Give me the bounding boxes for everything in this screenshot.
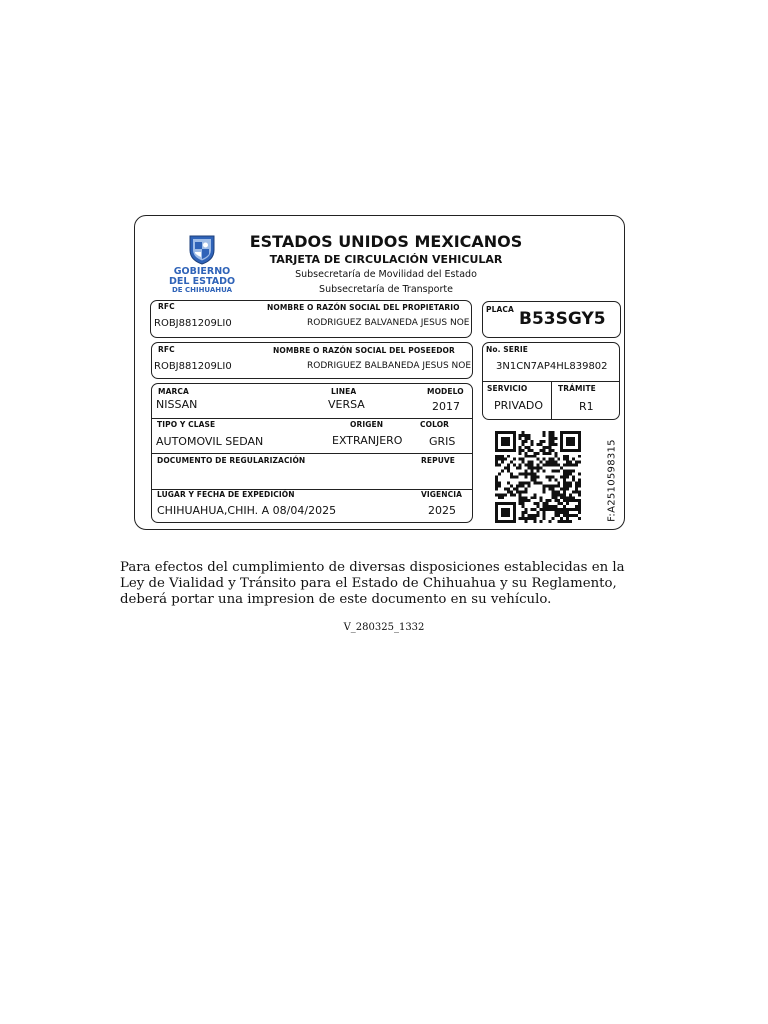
type-value: AUTOMOVIL SEDAN [156, 435, 264, 448]
subsecretaria-transporte: Subsecretaría de Transporte [319, 284, 453, 295]
procedure-label: TRÁMITE [558, 384, 596, 393]
regularization-label: DOCUMENTO DE REGULARIZACIÓN [157, 456, 306, 465]
owner-name-label: NOMBRE O RAZÓN SOCIAL DEL PROPIETARIO [267, 303, 460, 312]
holder-name: RODRIGUEZ BALBANEDA JESUS NOE [307, 361, 472, 371]
color-value: GRIS [429, 435, 456, 448]
origin-label: ORIGEN [350, 420, 384, 429]
holder-rfc-label: RFC [158, 345, 175, 354]
logo-line-1: GOBIERNO [173, 266, 231, 277]
country-title: ESTADOS UNIDOS MEXICANOS [249, 232, 523, 251]
chihuahua-coat-of-arms-icon [187, 233, 217, 265]
validity-value: 2025 [428, 504, 456, 517]
legal-note: Para efectos del cumplimiento de diversas disposiciones establecidas en la Ley de Vialidad y Tránsito para el Estado de Chihuahua y su Reglamento, deberá portar una impresion de este documento en su vehículo. [120, 560, 625, 607]
owner-name: RODRIGUEZ BALVANEDA JESUS NOE [307, 318, 470, 328]
model-label: MODELO [427, 387, 464, 396]
service-divider [551, 381, 552, 420]
version-code: V_280325_1332 [343, 622, 425, 633]
place-date-label: LUGAR Y FECHA DE EXPEDICIÓN [157, 490, 295, 499]
subsecretaria-movilidad: Subsecretaría de Movilidad del Estado [295, 269, 477, 280]
place-date-value: CHIHUAHUA,CHIH. A 08/04/2025 [157, 504, 337, 517]
brand-value: NISSAN [156, 398, 198, 411]
logo-line-3: DE CHIHUAHUA [171, 286, 233, 294]
origin-value: EXTRANJERO [332, 434, 403, 447]
serial-label: No. SERIE [486, 345, 529, 354]
folio-number: F:A2510598315 [606, 439, 618, 522]
model-value: 2017 [432, 400, 460, 413]
holder-rfc: ROBJ881209LI0 [154, 361, 232, 372]
owner-rfc-label: RFC [158, 302, 175, 311]
state-logo [160, 230, 244, 295]
line-label: LINEA [331, 387, 357, 396]
line-value: VERSA [328, 398, 365, 411]
owner-rfc: ROBJ881209LI0 [154, 318, 232, 329]
serial-number: 3N1CN7AP4HL839802 [496, 361, 608, 372]
service-label: SERVICIO [487, 384, 528, 393]
validity-label: VIGENCIA [421, 490, 463, 499]
row-divider-2 [151, 453, 473, 454]
color-label: COLOR [420, 420, 450, 429]
row-divider-1 [151, 418, 473, 419]
service-value: PRIVADO [494, 399, 543, 412]
procedure-value: R1 [579, 400, 594, 413]
document-title: TARJETA DE CIRCULACIÓN VEHICULAR [269, 253, 503, 266]
type-label: TIPO Y CLASE [157, 420, 216, 429]
plate-label: PLACA [486, 305, 514, 314]
logo-line-2: DEL ESTADO [168, 276, 236, 287]
holder-name-label: NOMBRE O RAZÓN SOCIAL DEL POSEEDOR [273, 346, 455, 355]
plate-number: B53SGY5 [519, 309, 606, 329]
qr-code-icon [495, 431, 581, 523]
brand-label: MARCA [158, 387, 189, 396]
repuve-label: REPUVE [421, 456, 456, 465]
